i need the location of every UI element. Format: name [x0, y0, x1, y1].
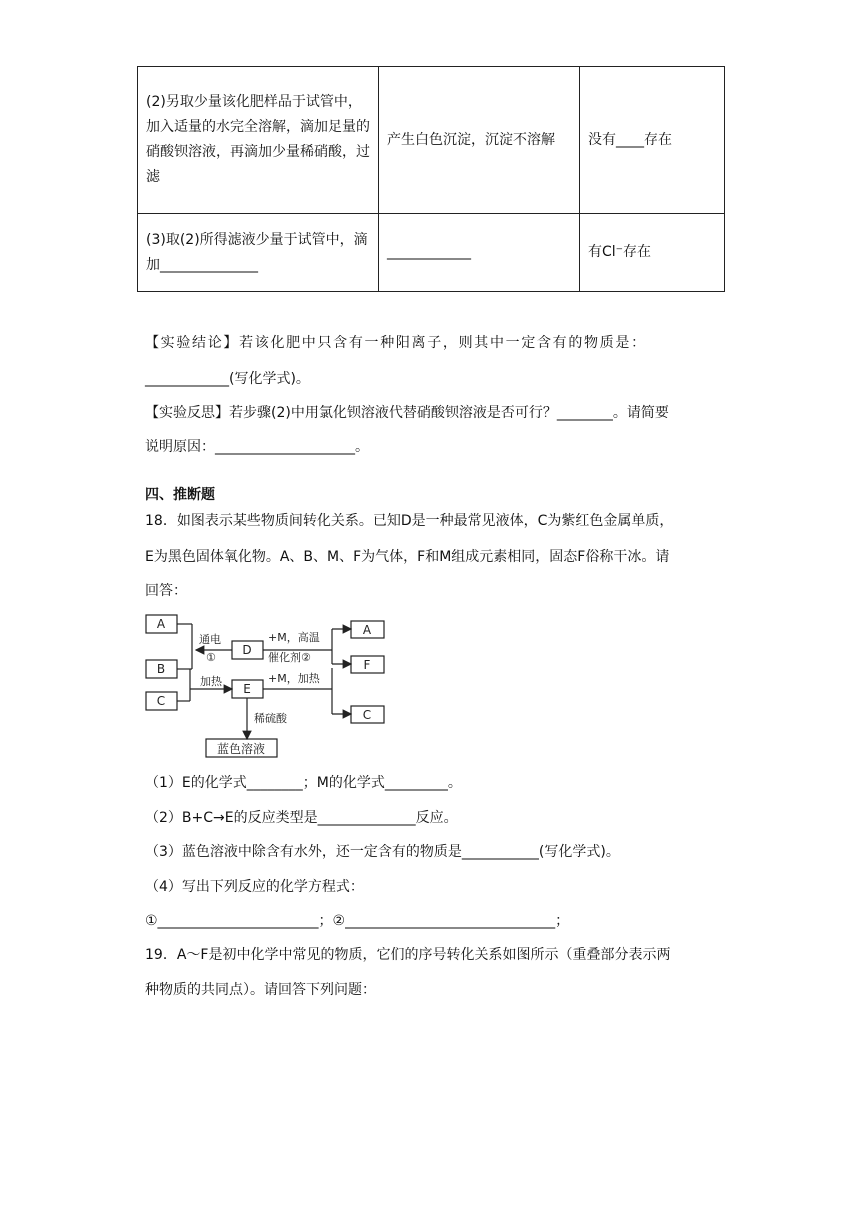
- phenomenon-cell: 产生白色沉淀，沉淀不溶解: [379, 67, 580, 214]
- phenomenon-cell: ____________: [379, 214, 580, 292]
- label-b: B: [156, 662, 166, 676]
- experiment-conclusion-line: 【实验结论】若该化肥中只含有一种阳离子，则其中一定含有的物质是：: [145, 335, 647, 351]
- conclusion-cell: 有Cl⁻存在: [580, 214, 725, 292]
- question-18-line-1: 18．如图表示某些物质间转化关系。已知D是一种最常见液体，C为紫红色金属单质，: [145, 513, 674, 529]
- experiment-reflection-answer: 说明原因：____________________。: [145, 439, 369, 455]
- step-cell: (2)另取少量该化肥样品于试管中，加入适量的水完全溶解，滴加足量的硝酸钡溶液，再滴加少量稀硝酸，过滤: [138, 67, 379, 214]
- label-heat: 加热: [200, 675, 222, 688]
- experiment-table: [137, 66, 725, 292]
- label-blue-solution: 蓝色溶液: [216, 742, 266, 756]
- experiment-reflection-line: 【实验反思】若步骤(2)中用氯化钡溶液代替硝酸钡溶液是否可行？________。请简要: [145, 405, 669, 421]
- question-18-sub-3: （3）蓝色溶液中除含有水外，还一定含有的物质是___________(写化学式)。: [145, 844, 620, 860]
- label-c-product: C: [362, 708, 372, 722]
- label-c: C: [156, 694, 166, 708]
- table-row: [138, 214, 725, 292]
- label-d: D: [242, 643, 252, 657]
- question-18-sub-4: （4）写出下列反应的化学方程式：: [145, 879, 364, 895]
- label-reaction-1: ①: [206, 651, 216, 664]
- label-reaction-2-conditions: +M，高温: [268, 631, 320, 644]
- label-reaction-3: +M，加热: [268, 672, 320, 685]
- label-electrolysis: 通电: [199, 633, 221, 646]
- transformation-diagram: [140, 608, 400, 763]
- label-acid: 稀硫酸: [254, 712, 287, 725]
- table-row: [138, 67, 725, 214]
- label-e: E: [243, 682, 251, 696]
- question-18-sub-2: （2）B+C→E的反应类型是______________反应。: [145, 810, 458, 826]
- question-18-line-2: E为黑色固体氧化物。A、B、M、F为气体，F和M组成元素相同，固态F俗称干冰。请: [145, 549, 670, 565]
- conclusion-cell: 没有____存在: [580, 67, 725, 214]
- question-18-sub-4-blanks: ①_______________________；②______________________________；: [145, 913, 570, 929]
- experiment-conclusion-answer: ____________(写化学式)。: [145, 371, 310, 387]
- section-heading: 四、推断题: [145, 487, 215, 503]
- label-a-product: A: [362, 623, 372, 637]
- question-18-line-3: 回答：: [145, 583, 187, 599]
- label-a: A: [156, 617, 166, 631]
- question-19-line-2: 种物质的共同点）。请回答下列问题：: [145, 982, 376, 998]
- step-cell: (3)取(2)所得滤液少量于试管中，滴加______________: [138, 214, 379, 292]
- label-reaction-2-catalyst: 催化剂②: [268, 651, 311, 664]
- label-f: F: [363, 658, 371, 672]
- question-19-line-1: 19．A～F是初中化学中常见的物质，它们的序号转化关系如图所示（重叠部分表示两: [145, 947, 671, 963]
- question-18-sub-1: （1）E的化学式________；M的化学式_________。: [145, 775, 462, 791]
